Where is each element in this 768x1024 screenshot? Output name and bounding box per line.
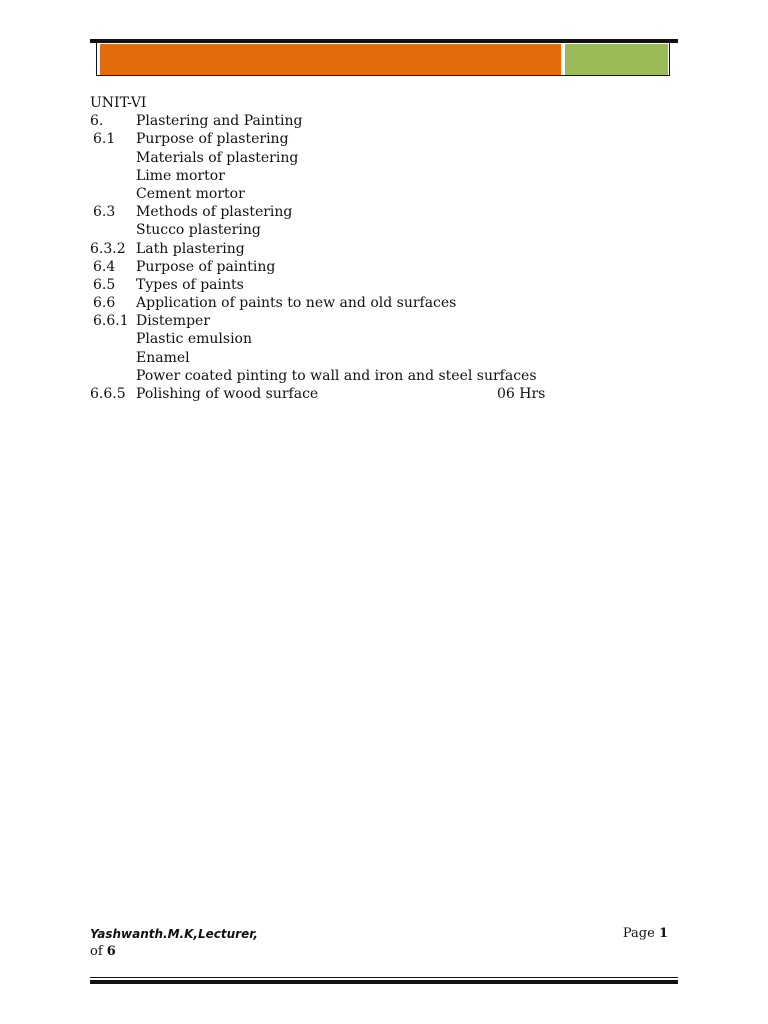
section-title: Materials of plastering	[136, 149, 299, 166]
section-number: 6.1	[93, 131, 116, 148]
syllabus-row	[90, 130, 289, 148]
section-title: Application of paints to new and old surfaces	[136, 295, 457, 312]
section-title: Purpose of plastering	[136, 131, 289, 148]
syllabus-content	[90, 94, 546, 403]
of-label: of	[90, 944, 103, 959]
section-number: 6.6	[93, 295, 116, 312]
section-title: Lime mortor	[136, 167, 225, 184]
section-title: Methods of plastering	[136, 204, 293, 221]
syllabus-row	[90, 167, 225, 185]
syllabus-row	[90, 294, 457, 312]
footer-thin-rule	[90, 977, 678, 978]
section-title: Plastering and Painting	[136, 113, 303, 130]
syllabus-row	[90, 258, 276, 276]
section-title: Enamel	[136, 349, 190, 366]
section-title: Polishing of wood surface	[136, 386, 319, 402]
header-orange-band	[100, 44, 561, 75]
syllabus-row	[90, 240, 245, 258]
section-title: Cement mortor	[136, 185, 245, 202]
footer-author: Yashwanth.M.K,Lecturer,	[90, 927, 258, 941]
section-title: Lath plastering	[136, 240, 245, 257]
section-number: 6.	[90, 113, 104, 130]
page-number: 1	[658, 926, 668, 941]
syllabus-row	[90, 276, 244, 294]
total-pages: 6	[106, 944, 116, 959]
hours-label: 06 Hrs	[497, 386, 546, 402]
section-number: 6.4	[93, 258, 116, 275]
syllabus-row	[90, 367, 537, 385]
section-title: Plastic emulsion	[136, 331, 252, 348]
section-title: Types of paints	[136, 276, 244, 293]
section-number: 6.3.2	[90, 240, 126, 257]
syllabus-row	[90, 330, 252, 348]
section-number: 6.5	[93, 276, 116, 293]
syllabus-row	[90, 312, 211, 330]
footer-of	[90, 944, 116, 959]
section-title: Power coated pinting to wall and iron and steel surfaces	[136, 367, 537, 384]
section-title: Distemper	[136, 313, 211, 330]
footer-page	[623, 926, 668, 941]
syllabus-row	[90, 385, 546, 403]
syllabus-row	[90, 221, 261, 239]
syllabus-row	[90, 349, 190, 367]
syllabus-row	[90, 149, 299, 167]
syllabus-row	[90, 112, 303, 130]
section-number: 6.3	[93, 204, 116, 221]
section-title: Stucco plastering	[136, 222, 261, 239]
syllabus-row	[90, 185, 245, 203]
section-number: 6.6.1	[93, 313, 129, 330]
syllabus-list	[90, 112, 546, 403]
header-green-band	[565, 44, 668, 75]
footer-thick-rule	[90, 980, 678, 984]
page-label: Page	[622, 926, 655, 941]
unit-title: UNIT-VI	[90, 95, 147, 111]
syllabus-row	[90, 203, 293, 221]
section-title: Purpose of painting	[136, 258, 276, 275]
section-number: 6.6.5	[90, 386, 126, 402]
